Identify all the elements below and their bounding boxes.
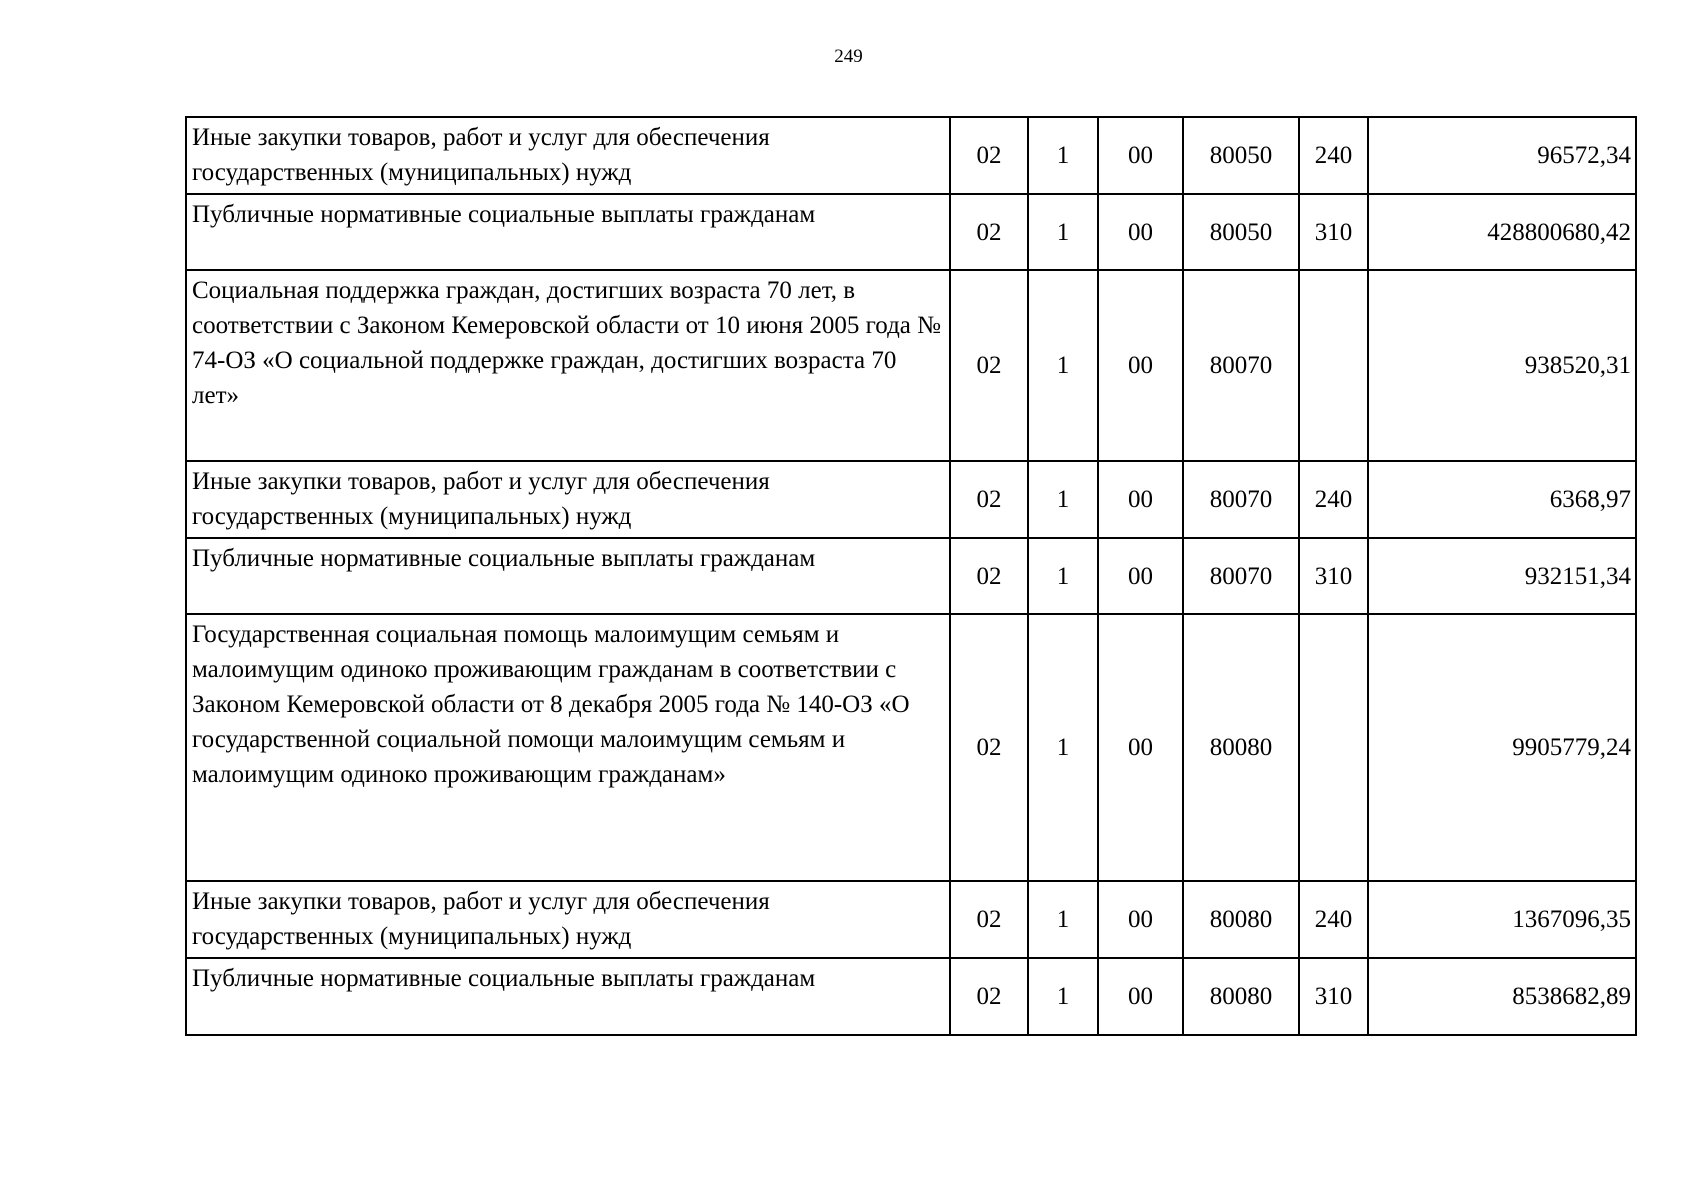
- subprogram-code: 00: [1098, 270, 1183, 461]
- row-name: Государственная социальная помощь малоимущим семьям и малоимущим одиноко проживающим гражданам в соответствии с Законом Кемеровской области от 8 декабря 2005 года № 140-ОЗ «О государственной социальной помощи малоимущим семьям и малоимущим одиноко проживающим гражданам»: [186, 614, 950, 881]
- section-code: 02: [950, 270, 1028, 461]
- table-row: [186, 194, 1636, 270]
- expense-type-code: 240: [1299, 881, 1368, 958]
- subprogram-code: 00: [1098, 614, 1183, 881]
- section-code: 02: [950, 538, 1028, 614]
- row-name: Иные закупки товаров, работ и услуг для обеспечения государственных (муниципальных) нужд: [186, 881, 950, 958]
- program-code: 1: [1028, 117, 1098, 194]
- section-code: 02: [950, 881, 1028, 958]
- row-name: Публичные нормативные социальные выплаты гражданам: [186, 194, 950, 270]
- program-code: 1: [1028, 881, 1098, 958]
- section-code: 02: [950, 614, 1028, 881]
- expense-type-code: 310: [1299, 194, 1368, 270]
- direction-code: 80070: [1183, 270, 1299, 461]
- direction-code: 80070: [1183, 538, 1299, 614]
- amount: 96572,34: [1368, 117, 1636, 194]
- section-code: 02: [950, 461, 1028, 538]
- row-name: Иные закупки товаров, работ и услуг для обеспечения государственных (муниципальных) нужд: [186, 117, 950, 194]
- direction-code: 80050: [1183, 194, 1299, 270]
- direction-code: 80080: [1183, 881, 1299, 958]
- subprogram-code: 00: [1098, 958, 1183, 1035]
- budget-table: [185, 116, 1637, 1036]
- expense-type-code: 310: [1299, 958, 1368, 1035]
- expense-type-code: [1299, 270, 1368, 461]
- direction-code: 80080: [1183, 614, 1299, 881]
- expense-type-code: [1299, 614, 1368, 881]
- table-row: [186, 117, 1636, 194]
- amount: 938520,31: [1368, 270, 1636, 461]
- table-row: [186, 958, 1636, 1035]
- amount: 428800680,42: [1368, 194, 1636, 270]
- row-name: Социальная поддержка граждан, достигших возраста 70 лет, в соответствии с Законом Кемеровской области от 10 июня 2005 года № 74-ОЗ «О социальной поддержке граждан, достигших возраста 70 лет»: [186, 270, 950, 461]
- amount: 6368,97: [1368, 461, 1636, 538]
- direction-code: 80080: [1183, 958, 1299, 1035]
- amount: 8538682,89: [1368, 958, 1636, 1035]
- amount: 9905779,24: [1368, 614, 1636, 881]
- program-code: 1: [1028, 958, 1098, 1035]
- row-name: Публичные нормативные социальные выплаты гражданам: [186, 538, 950, 614]
- program-code: 1: [1028, 614, 1098, 881]
- section-code: 02: [950, 958, 1028, 1035]
- table-row: [186, 461, 1636, 538]
- section-code: 02: [950, 117, 1028, 194]
- expense-type-code: 310: [1299, 538, 1368, 614]
- row-name: Публичные нормативные социальные выплаты гражданам: [186, 958, 950, 1035]
- direction-code: 80050: [1183, 117, 1299, 194]
- program-code: 1: [1028, 538, 1098, 614]
- program-code: 1: [1028, 194, 1098, 270]
- table-row: [186, 270, 1636, 461]
- row-name: Иные закупки товаров, работ и услуг для обеспечения государственных (муниципальных) нужд: [186, 461, 950, 538]
- expense-type-code: 240: [1299, 117, 1368, 194]
- page-number: 249: [834, 46, 863, 67]
- subprogram-code: 00: [1098, 117, 1183, 194]
- subprogram-code: 00: [1098, 881, 1183, 958]
- amount: 932151,34: [1368, 538, 1636, 614]
- subprogram-code: 00: [1098, 194, 1183, 270]
- program-code: 1: [1028, 270, 1098, 461]
- expense-type-code: 240: [1299, 461, 1368, 538]
- subprogram-code: 00: [1098, 538, 1183, 614]
- section-code: 02: [950, 194, 1028, 270]
- table-row: [186, 538, 1636, 614]
- table-row: [186, 881, 1636, 958]
- program-code: 1: [1028, 461, 1098, 538]
- direction-code: 80070: [1183, 461, 1299, 538]
- amount: 1367096,35: [1368, 881, 1636, 958]
- table-row: [186, 614, 1636, 881]
- subprogram-code: 00: [1098, 461, 1183, 538]
